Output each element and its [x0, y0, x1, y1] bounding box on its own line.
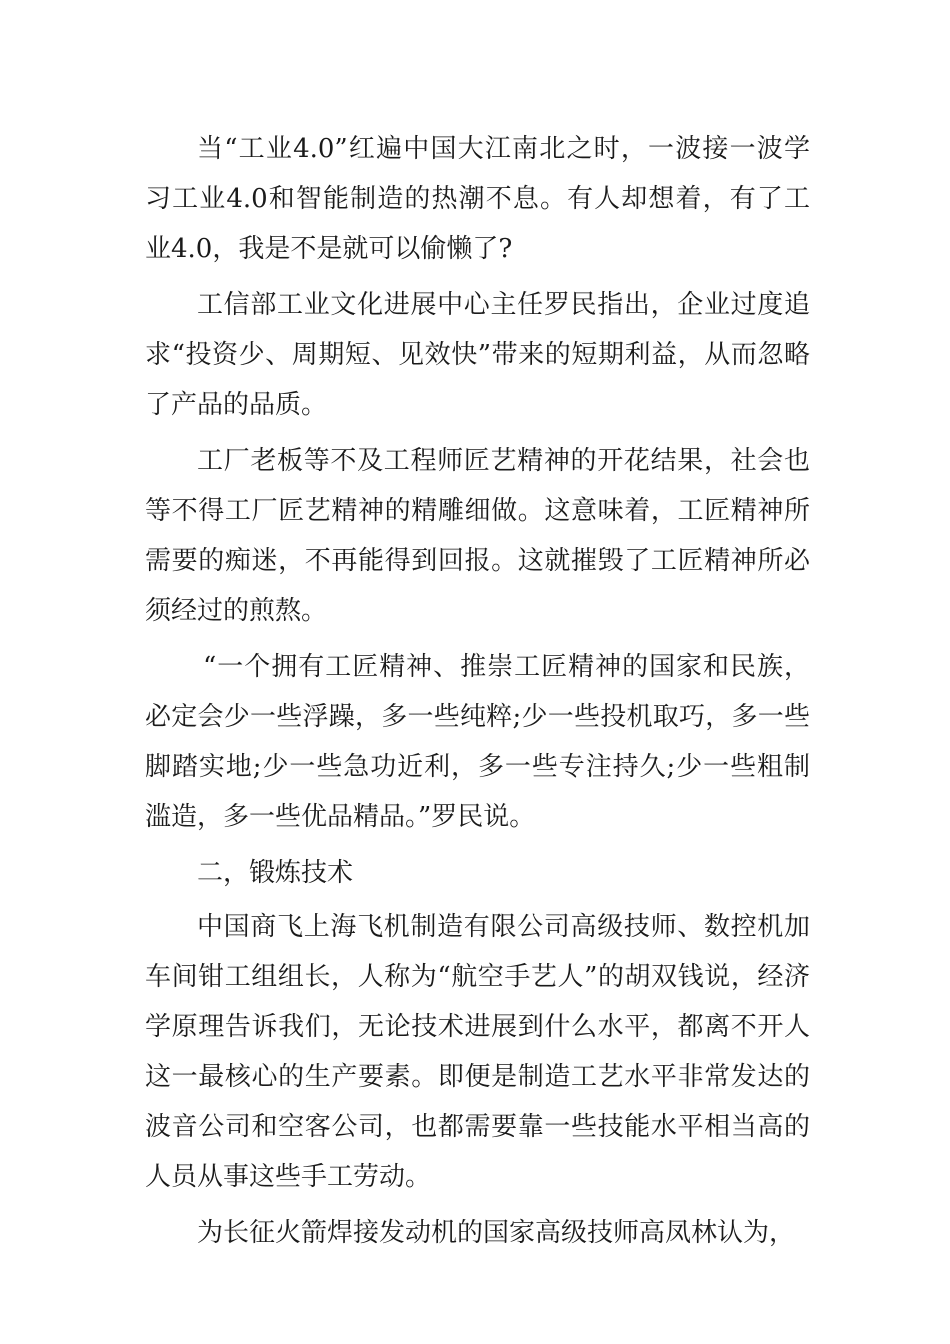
paragraph-luo-min-quote: “一个拥有工匠精神、推崇工匠精神的国家和民族，必定会少一些浮躁，多一些纯粹;少一些投机取巧，多一些脚踏实地;少一些急功近利，多一些专注持久;少一些粗制滥造，多一些优品精品。”罗民说。	[145, 652, 810, 832]
paragraph-industry-4: 当“工业4.0”红遍中国大江南北之时，一波接一波学习工业4.0和智能制造的热潮不息。有人却想着，有了工业4.0，我是不是就可以偷懒了?	[145, 134, 810, 264]
paragraph-factory-owners: 工厂老板等不及工程师匠艺精神的开花结果，社会也等不得工厂匠艺精神的精雕细做。这意味着，工匠精神所需要的痴迷，不再能得到回报。这就摧毁了工匠精神所必须经过的煎熬。	[145, 446, 810, 626]
paragraph-luo-min-quality: 工信部工业文化进展中心主任罗民指出，企业过度追求“投资少、周期短、见效快”带来的短期利益，从而忽略了产品的品质。	[145, 290, 810, 420]
paragraph-hu-shuangqian: 中国商飞上海飞机制造有限公司高级技师、数控机加车间钳工组组长，人称为“航空手艺人”的胡双钱说，经济学原理告诉我们，无论技术进展到什么水平，都离不开人这一最核心的生产要素。即便是制造工艺水平非常发达的波音公司和空客公司，也都需要靠一些技能水平相当高的人员从事这些手工劳动。	[145, 912, 810, 1192]
document-body	[145, 124, 810, 1264]
paragraph-gao-fenglin: 为长征火箭焊接发动机的国家高级技师高凤林认为，	[197, 1218, 796, 1248]
section-heading: 二，锻炼技术	[197, 858, 354, 888]
